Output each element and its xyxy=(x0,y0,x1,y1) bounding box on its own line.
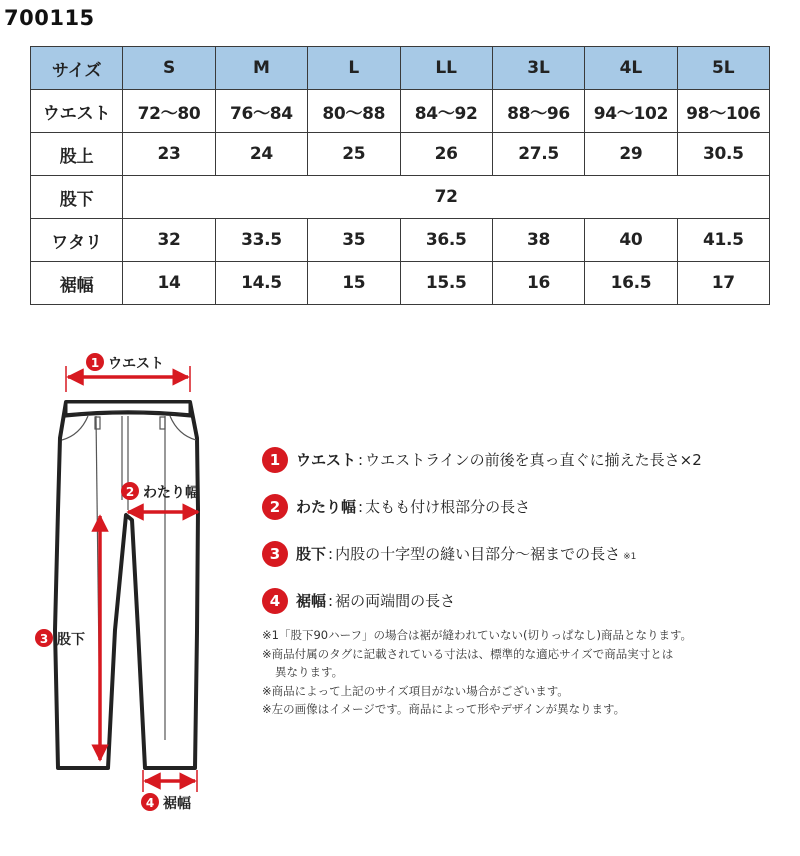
legend-separator: : xyxy=(328,591,334,610)
marker-2-number: 2 xyxy=(125,485,135,499)
marker-1-number: 1 xyxy=(90,356,100,370)
table-cell: 15 xyxy=(308,262,400,305)
legend-description: 内股の十字型の縫い目部分〜裾までの長さ xyxy=(335,545,621,563)
table-row-hem xyxy=(31,262,770,305)
table-cell: 17 xyxy=(677,262,769,305)
size-header-cell: S xyxy=(123,47,215,90)
table-cell: 41.5 xyxy=(677,219,769,262)
size-header-cell: 4L xyxy=(585,47,677,90)
size-header-cell: 5L xyxy=(677,47,769,90)
waistband xyxy=(66,402,190,416)
legend-item-inseam xyxy=(262,540,792,567)
table-cell: 30.5 xyxy=(677,133,769,176)
note-line: 異なります。 xyxy=(275,665,344,679)
row-label: 裾幅 xyxy=(31,262,123,305)
legend-separator: : xyxy=(328,544,334,563)
table-cell-merged: 72 xyxy=(123,176,770,219)
table-cell: 26 xyxy=(400,133,492,176)
marker-1-label: ウエスト xyxy=(108,356,164,372)
table-cell: 84〜92 xyxy=(400,90,492,133)
table-cell: 72〜80 xyxy=(123,90,215,133)
size-header-cell: 3L xyxy=(492,47,584,90)
note-line: ※1「股下90ハーフ」の場合は裾が縫われていない(切りっぱなし)商品となります。 xyxy=(262,628,693,642)
table-cell: 27.5 xyxy=(492,133,584,176)
table-cell: 32 xyxy=(123,219,215,262)
legend-footnote-ref: ※1 xyxy=(623,551,637,562)
size-header-cell: LL xyxy=(400,47,492,90)
marker-2-label: わたり幅 xyxy=(143,485,199,501)
table-cell: 24 xyxy=(215,133,307,176)
legend-number: 1 xyxy=(262,447,288,473)
marker-3-number: 3 xyxy=(39,632,49,646)
marker-4-number: 4 xyxy=(145,796,155,810)
legend-term: ウエスト xyxy=(296,451,357,469)
table-cell: 38 xyxy=(492,219,584,262)
table-cell: 23 xyxy=(123,133,215,176)
note-line: ※商品付属のタグに記載されている寸法は、標準的な適応サイズで商品実寸とは xyxy=(262,646,674,661)
table-cell: 15.5 xyxy=(400,262,492,305)
table-cell: 40 xyxy=(585,219,677,262)
marker-3-label: 股下 xyxy=(57,632,85,648)
table-cell: 16 xyxy=(492,262,584,305)
row-label: 股下 xyxy=(31,176,123,219)
legend-item-thigh xyxy=(262,493,792,520)
legend-item-hem xyxy=(262,587,792,614)
size-table xyxy=(30,46,770,305)
product-code: 700115 xyxy=(4,6,95,30)
table-cell: 35 xyxy=(308,219,400,262)
row-label: 股上 xyxy=(31,133,123,176)
table-cell: 98〜106 xyxy=(677,90,769,133)
measurement-legend xyxy=(262,446,792,634)
table-cell: 29 xyxy=(585,133,677,176)
size-header-cell: M xyxy=(215,47,307,90)
size-header-row xyxy=(31,47,770,90)
table-cell: 88〜96 xyxy=(492,90,584,133)
legend-number: 2 xyxy=(262,494,288,520)
table-cell: 14 xyxy=(123,262,215,305)
size-header-cell: L xyxy=(308,47,400,90)
table-cell: 94〜102 xyxy=(585,90,677,133)
table-row-waist xyxy=(31,90,770,133)
marker-4-label: 裾幅 xyxy=(163,796,191,812)
table-row-rise xyxy=(31,133,770,176)
legend-number: 4 xyxy=(262,588,288,614)
legend-description: 裾の両端間の長さ xyxy=(335,592,456,610)
legend-separator: : xyxy=(358,497,364,516)
table-cell: 76〜84 xyxy=(215,90,307,133)
table-row-inseam xyxy=(31,176,770,219)
legend-description: 太もも付け根部分の長さ xyxy=(365,498,531,516)
row-label: ウエスト xyxy=(31,90,123,133)
table-cell: 36.5 xyxy=(400,219,492,262)
table-cell: 16.5 xyxy=(585,262,677,305)
legend-term: わたり幅 xyxy=(296,498,357,516)
footnotes xyxy=(262,626,792,719)
row-label: ワタリ xyxy=(31,219,123,262)
pants-outline xyxy=(55,402,198,768)
table-cell: 33.5 xyxy=(215,219,307,262)
legend-term: 股下 xyxy=(296,545,327,563)
legend-number: 3 xyxy=(262,541,288,567)
table-cell: 14.5 xyxy=(215,262,307,305)
legend-separator: : xyxy=(358,450,364,469)
note-line: ※商品によって上記のサイズ項目がない場合がございます。 xyxy=(262,683,569,698)
legend-description: ウエストラインの前後を真っ直ぐに揃えた長さ×2 xyxy=(365,451,702,469)
table-cell: 80〜88 xyxy=(308,90,400,133)
legend-term: 裾幅 xyxy=(296,592,327,610)
size-header-label: サイズ xyxy=(31,47,123,90)
note-line: ※左の画像はイメージです。商品によって形やデザインが異なります。 xyxy=(262,702,626,716)
table-cell: 25 xyxy=(308,133,400,176)
table-row-thigh xyxy=(31,219,770,262)
legend-item-waist xyxy=(262,446,792,473)
pants-diagram xyxy=(0,330,240,856)
